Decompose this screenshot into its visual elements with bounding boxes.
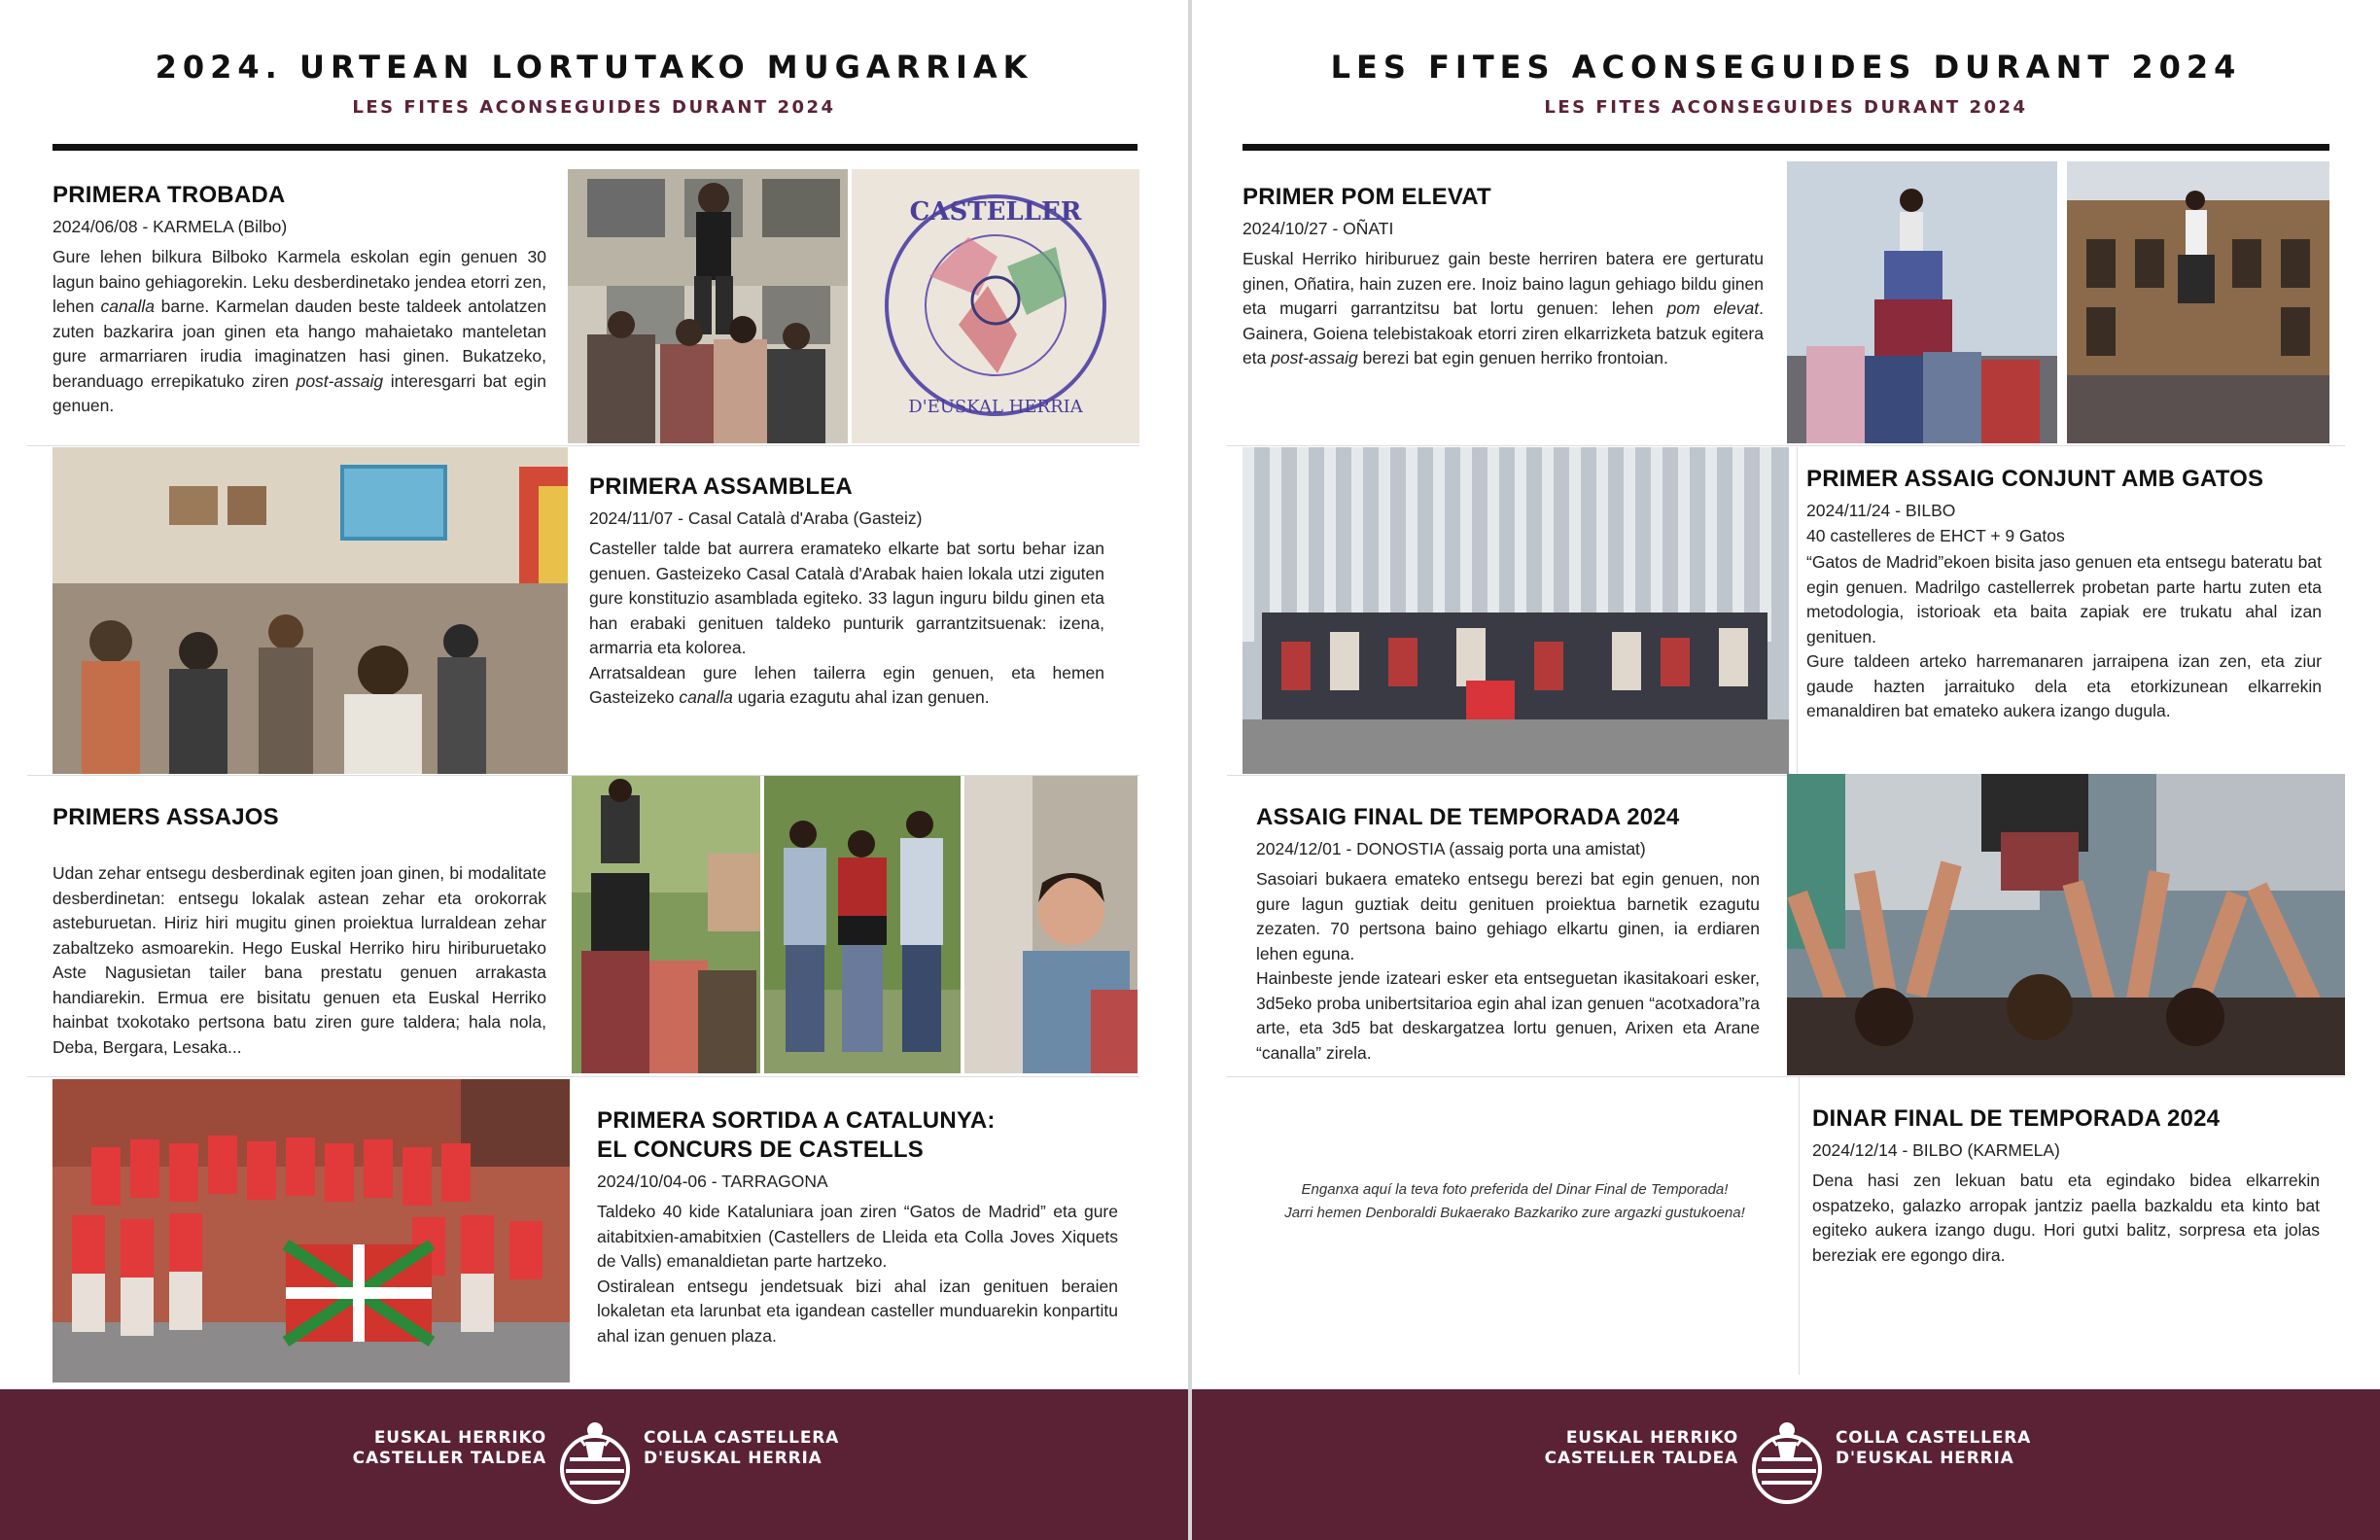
section-assaig-final bbox=[1256, 803, 1760, 1066]
section-primer-pom-elevat bbox=[1242, 183, 1764, 371]
photo-gatos-group bbox=[1242, 447, 1789, 774]
page-subtitle: LES FITES ACONSEGUIDES DURANT 2024 bbox=[352, 97, 836, 118]
section-primer-assaig-conjunt bbox=[1806, 465, 2322, 724]
casteller-logo-icon bbox=[1748, 1417, 1826, 1510]
svg-text:D'EUSKAL HERRIA: D'EUSKAL HERRIA bbox=[908, 397, 1083, 417]
divider bbox=[1797, 447, 1798, 774]
divider bbox=[27, 1076, 1139, 1077]
divider bbox=[27, 445, 1139, 446]
section-primera-sortida bbox=[597, 1106, 1118, 1348]
footer-left-text: EUSKAL HERRIKO CASTELLER TALDEA bbox=[1544, 1428, 1738, 1468]
photo-rehearsal-2 bbox=[764, 776, 961, 1073]
section-meta: 2024/12/01 - DONOSTIA (assaig porta una amistat) bbox=[1256, 839, 1646, 858]
section-meta: 2024/11/24 - BILBO bbox=[1806, 501, 1956, 520]
photo-first-meeting-tower bbox=[568, 169, 848, 443]
section-meta: 2024/06/08 - KARMELA (Bilbo) bbox=[52, 217, 288, 236]
section-title: PRIMERA TROBADA bbox=[52, 182, 286, 208]
section-title: PRIMERA SORTIDA A CATALUNYA: bbox=[597, 1107, 996, 1134]
photo-onati-pom-1 bbox=[1787, 161, 2057, 443]
section-title: ASSAIG FINAL DE TEMPORADA 2024 bbox=[1256, 804, 1680, 830]
divider bbox=[1227, 1076, 2345, 1077]
section-title: EL CONCURS DE CASTELLS bbox=[597, 1137, 924, 1163]
section-body: Ostiralean entsegu jendetsuak bizi ahal izan genituen beraien lokaletan eta larunbat eta igandean casteller munduarekin konpartitu ahal izan genuen plaza. bbox=[597, 1276, 1118, 1346]
photo-napkin-logo-drawing bbox=[852, 169, 1139, 443]
section-body: Sasoiari bukaera emateko entsegu berezi bat egin genuen, non gure lagun guztiak deitu genituen proiektua barnetik ezagutu zezaten. 70 pertsona baino gehiago elkartu ginen, ia erdiaren lehen eguna. bbox=[1256, 869, 1760, 963]
header-rule bbox=[52, 144, 1138, 151]
section-primera-trobada bbox=[52, 181, 546, 419]
section-title: PRIMERS ASSAJOS bbox=[52, 804, 279, 830]
section-dinar-final bbox=[1812, 1104, 2320, 1268]
photo-onati-pom-2 bbox=[2067, 161, 2329, 443]
footer bbox=[1192, 1389, 2380, 1540]
photo-rehearsal-3 bbox=[964, 776, 1138, 1073]
divider bbox=[1799, 1077, 1800, 1375]
section-title: PRIMERA ASSAMBLEA bbox=[589, 473, 853, 500]
section-meta: 2024/11/07 - Casal Català d'Araba (Gasteiz) bbox=[589, 508, 923, 528]
footer-left-text: EUSKAL HERRIKO CASTELLER TALDEA bbox=[352, 1428, 546, 1468]
section-body: Euskal Herriko hiriburuez gain beste herriren batera ere gerturatu ginen, Oñatira, hain zuzen ere. Inoiz baino lagun gehiago bildu ginen eta mugarri garrantzitsu bat lortu genuen: lehen pom elevat. Gainera, Goiena telebistakoak etorri ziren elkarrizketa batzuk egitera eta post-assaig berezi bat egin genuen herriko frontoian. bbox=[1242, 249, 1765, 368]
section-meta: 40 castelleres de EHCT + 9 Gatos bbox=[1806, 526, 2065, 545]
left-page bbox=[0, 0, 1188, 1540]
footer-right-text: COLLA CASTELLERA D'EUSKAL HERRIA bbox=[644, 1428, 840, 1468]
divider bbox=[1227, 445, 2345, 446]
section-meta: 2024/10/04-06 - TARRAGONA bbox=[597, 1172, 828, 1191]
section-body: Gure lehen bilkura Bilboko Karmela eskolan egin genuen 30 lagun baino gehiagorekin. Leku desberdinetako jendea etorri zen, lehen canalla barne. Karmelan dauden beste taldeek antolatzen zuten bazkarira joan ginen eta hango mahaietako manteletan gure armarriaren irudia imaginatzen hasi ginen. Bukatzeko, beranduago errepikatuko ziren post-assaig interesgarri bat egin genuen. bbox=[52, 247, 546, 415]
right-page bbox=[1192, 0, 2380, 1540]
section-body: Hainbeste jende izateari esker eta entseguetan ikasitakoari esker, 3d5eko proba unibertsitarioa egin ahal izan genuen “acotxadora”ra arte, eta 3d5 bat deskargatzea lortu genuen, Arixen eta Arane “canalla” zirela. bbox=[1256, 968, 1760, 1063]
photo-rehearsal-1 bbox=[572, 776, 760, 1073]
section-body: Dena hasi zen lekuan batu eta egindako bidea elkarrekin ospatzeko, galazko arropak jantziz paella bazkaldu eta kinto bat egiteko aukera izango dugu. Hori gutxi balitz, sorpresa eta jolas bereziak ere egongo dira. bbox=[1812, 1171, 2320, 1265]
page-subtitle: LES FITES ACONSEGUIDES DURANT 2024 bbox=[1544, 97, 2028, 118]
page-title: 2024. URTEAN LORTUTAKO MUGARRIAK bbox=[155, 49, 1033, 86]
section-body: Udan zehar entsegu desberdinak egiten joan ginen, bi modalitate desberdinetan: entsegu lokalak astean zehar eta orokorrak asteburuetan. Hiriz hiri mugitu ginen proiektua lurraldean zehar zabaltzeko asmoarekin. Hego Euskal Herriko hiru hiriburuetako Aste Nagusietan tailer bana prestatu genuen arrakasta handiarekin. Ermua ere bisitatu genuen eta Euskal Herriko hainbat txokotako pertsona batu ziren gure taldera; hala nola, Deba, Bergara, Lesaka... bbox=[52, 863, 546, 1057]
section-meta: 2024/10/27 - OÑATI bbox=[1242, 219, 1394, 238]
section-body: “Gatos de Madrid”ekoen bisita jaso genuen eta entsegu bateratu bat egin genuen. Madrilgo castellerrek probetan parte hartu zuten eta metodologia, istorioak eta baita zapiak ere trukatu ahal izan genituen. bbox=[1806, 552, 2322, 647]
footer-right-text: COLLA CASTELLERA D'EUSKAL HERRIA bbox=[1836, 1428, 2032, 1468]
section-title: PRIMER POM ELEVAT bbox=[1242, 184, 1491, 210]
section-body: Taldeko 40 kide Kataluniara joan ziren “Gatos de Madrid” eta gure aitabitxien-amabitxien (Castellers de Lleida eta Colla Joves Xiquets de Valls) emanaldietan parte hartzeko. bbox=[597, 1202, 1118, 1271]
page-title: LES FITES ACONSEGUIDES DURANT 2024 bbox=[1330, 49, 2242, 86]
section-primers-assajos bbox=[52, 803, 546, 1060]
section-meta: 2024/12/14 - BILBO (KARMELA) bbox=[1812, 1140, 2060, 1160]
photo-assembly-room bbox=[52, 447, 568, 774]
section-title: PRIMER ASSAIG CONJUNT AMB GATOS bbox=[1806, 466, 2264, 492]
photo-tarragona-group bbox=[52, 1079, 570, 1382]
section-primera-assamblea bbox=[589, 472, 1104, 711]
section-body: Gure taldeen arteko harremanaren jarraipena izan zen, eta ziur gaude hazten jarraituko dela eta etorkizunean elkarrekin emanaldiren bat emateko aukera izango dugula. bbox=[1806, 651, 2322, 720]
photo-placeholder-text: Enganxa aquí la teva foto preferida del Dinar Final de Temporada! Jarri hemen Denboraldi Bukaerako Bazkariko zure argazki gustukoena! bbox=[1284, 1181, 1745, 1221]
casteller-logo-icon bbox=[556, 1417, 634, 1510]
section-body: Arratsaldean gure lehen tailerra egin genuen, eta hemen Gasteizeko canalla ugaria ezagutu ahal izan genuen. bbox=[589, 662, 1104, 707]
header-rule bbox=[1242, 144, 2329, 151]
footer bbox=[0, 1389, 1188, 1540]
svg-text:CASTELLER: CASTELLER bbox=[909, 197, 1082, 227]
section-body: Casteller talde bat aurrera eramateko elkarte bat sortu behar izan genuen. Gasteizeko Casal Català d'Arabak haien lokala utzi ziguten gure konstituzio asamblada egiteko. 33 lagun inguru bildu ginen eta han erabaki genituen taldeko punturik garrantzitsuenak: izena, armarria eta kolorea. bbox=[589, 539, 1104, 657]
section-title: DINAR FINAL DE TEMPORADA 2024 bbox=[1812, 1105, 2221, 1132]
photo-final-rehearsal-hands bbox=[1787, 774, 2345, 1075]
